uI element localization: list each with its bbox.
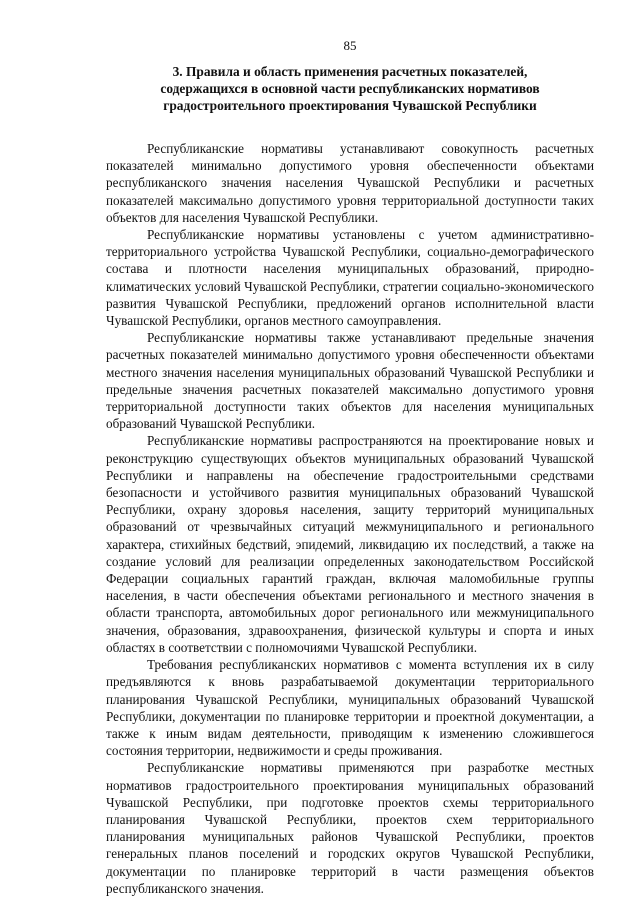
paragraph: Республиканские нормативы применяются при разработке местных нормативов градостроительного проектирования муниципальных образований Чувашской Республики, при подготовке проектов схемы территориального планирования Чувашской Республики, проектов схем территориального планирования муниципальных районов Чувашской Республики, проектов генеральных планов поселений и городских округов Чувашской Республики, документации по планировке территорий в части размещения объектов республиканского значения. bbox=[106, 760, 594, 896]
paragraph: Республиканские нормативы установлены с учетом административно-территориального устройства Чувашской Республики, социально-демографического состава и плотности населения муниципальных образований, природно-климатических условий Чувашской Республики, стратегии социально-экономического развития Чувашской Республики, предложений органов исполнительной власти Чувашской Республики, органов местного самоуправления. bbox=[106, 227, 594, 329]
section-heading bbox=[106, 63, 594, 114]
paragraph: Республиканские нормативы также устанавливают предельные значения расчетных показателей минимально допустимого уровня обеспеченности объектами местного значения населения муниципальных образований Чувашской Республики и предельные значения расчетных показателей максимально допустимого уровня территориальной доступности таких объектов для населения муниципальных образований Чувашской Республики. bbox=[106, 330, 594, 432]
page-number: 85 bbox=[343, 38, 357, 53]
section-heading-line: содержащихся в основной части республиканских нормативов bbox=[160, 81, 540, 96]
paragraph: Республиканские нормативы устанавливают совокупность расчетных показателей минимально допустимого уровня обеспеченности объектами республиканского значения населения Чувашской Республики и расчетных показателей максимально допустимого уровня территориальной доступности таких объектов для населения Чувашской Республики. bbox=[106, 141, 594, 225]
paragraph: Республиканские нормативы распространяются на проектирование новых и реконструкцию существующих объектов муниципальных образований Чувашской Республики и направлены на обеспечение градостроительными средствами безопасности и устойчивого развития муниципальных образований Чувашской Республики, охрану здоровья населения, защиту территорий муниципальных образований от чрезвычайных ситуаций межмуниципального и регионального характера, стихийных бедствий, эпидемий, ликвидацию их последствий, а также на создание условий для реализации определенных законодательством Российской Федерации социальных гарантий граждан, включая маломобильные группы населения, в части обеспечения объектами регионального и местного значения в области транспорта, автомобильных дорог регионального или межмуниципального значения, образования, здравоохранения, физической культуры и спорта и иных областях в соответствии с полномочиями Чувашской Республики. bbox=[106, 433, 594, 655]
section-heading-line: градостроительного проектирования Чувашской Республики bbox=[163, 98, 537, 113]
paragraph: Требования республиканских нормативов с момента вступления их в силу предъявляются к вновь разрабатываемой документации территориального планирования Чувашской Республики, муниципальных образований Чувашской Республики, документации по планировке территории и проектной документации, а также к иным видам деятельности, приводящим к изменению сложившегося состояния территории, недвижимости и среды проживания. bbox=[106, 657, 594, 759]
section-heading-line: 3. Правила и область применения расчетных показателей, bbox=[172, 64, 528, 79]
